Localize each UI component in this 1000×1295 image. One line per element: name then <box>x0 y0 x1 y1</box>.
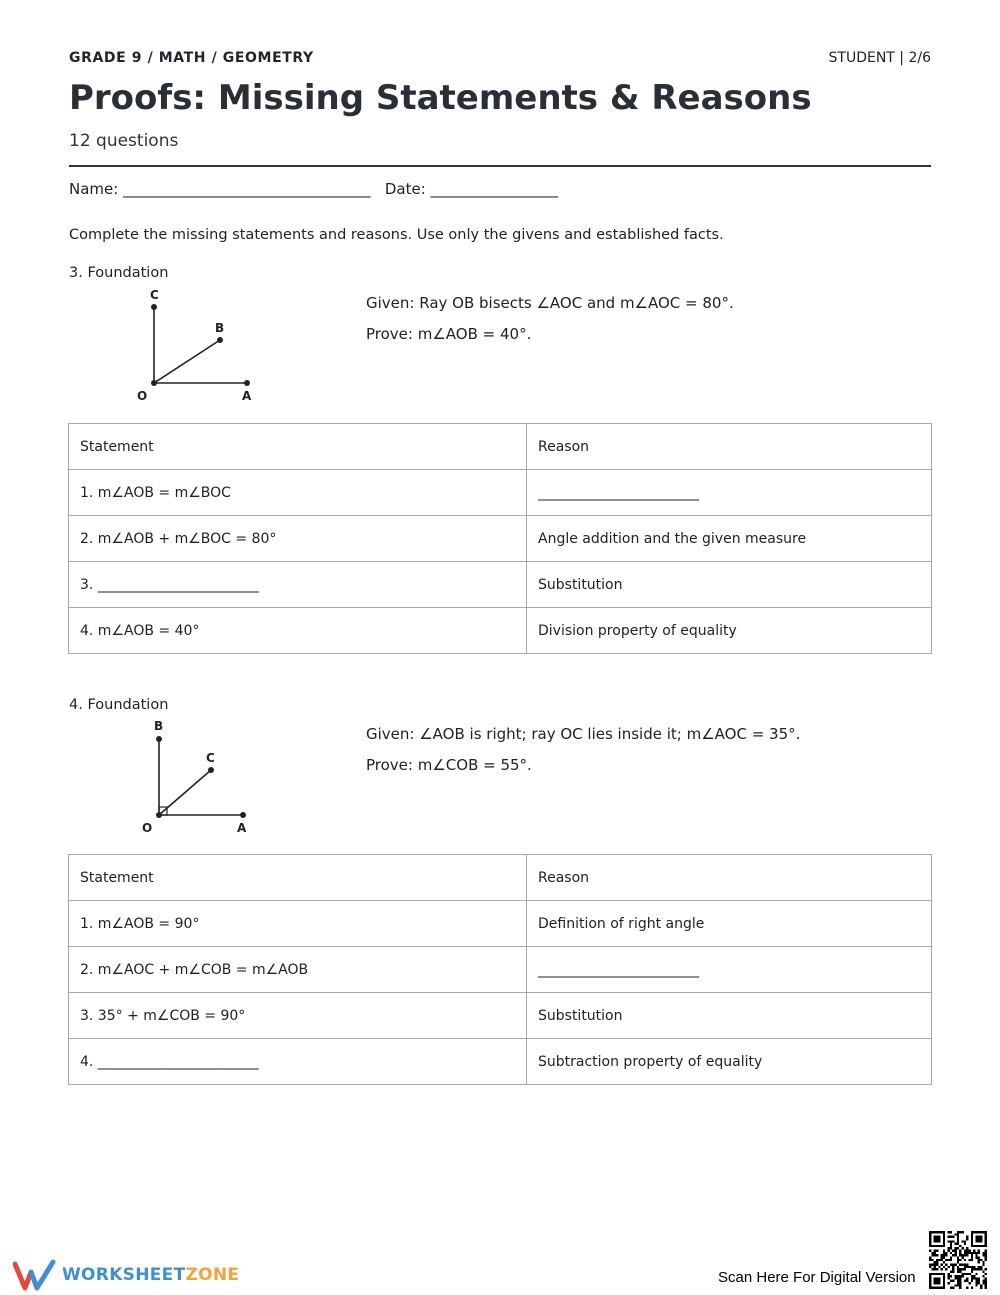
page-title: Proofs: Missing Statements & Reasons <box>69 78 812 118</box>
table-row <box>69 608 932 654</box>
reason-cell: Definition of right angle <box>527 901 932 947</box>
reason-cell: Substitution <box>527 993 932 1039</box>
table-header-row <box>69 424 932 470</box>
statement-blank[interactable]: 3. _______________________ <box>69 562 527 608</box>
label-b: B <box>215 321 225 335</box>
question-3-prove: Prove: m∠AOB = 40°. <box>366 325 532 343</box>
statement-cell: 2. m∠AOC + m∠COB = m∠AOB <box>69 947 527 993</box>
brand-part-1: WORKSHEET <box>62 1265 186 1285</box>
question-4-angle-diagram <box>69 715 289 840</box>
point-c <box>151 304 157 310</box>
table-row <box>69 901 932 947</box>
table-row <box>69 947 932 993</box>
statement-header: Statement <box>69 424 527 470</box>
brand-part-2: ZONE <box>185 1265 240 1285</box>
question-3-given: Given: Ray OB bisects ∠AOC and m∠AOC = 80°. <box>366 294 734 312</box>
reason-header: Reason <box>527 855 932 901</box>
name-date-line: Name: _________________________________ Date: _________________ <box>69 180 559 198</box>
question-3-angle-diagram <box>69 285 289 410</box>
point-b <box>217 337 223 343</box>
question-3-proof-table <box>68 423 932 654</box>
statement-cell: 3. 35° + m∠COB = 90° <box>69 993 527 1039</box>
table-row <box>69 470 932 516</box>
header-divider <box>69 165 931 167</box>
reason-cell: Subtraction property of equality <box>527 1039 932 1085</box>
table-row <box>69 993 932 1039</box>
statement-cell: 1. m∠AOB = m∠BOC <box>69 470 527 516</box>
reason-blank[interactable]: _______________________ <box>527 470 932 516</box>
course-breadcrumb: GRADE 9 / MATH / GEOMETRY <box>69 50 314 66</box>
table-row <box>69 1039 932 1085</box>
qr-code-icon[interactable] <box>929 1231 987 1289</box>
label-a: A <box>242 389 252 403</box>
page-header <box>69 50 931 70</box>
reason-cell: Division property of equality <box>527 608 932 654</box>
question-4-proof-table <box>68 854 932 1085</box>
table-row <box>69 516 932 562</box>
statement-cell: 4. m∠AOB = 40° <box>69 608 527 654</box>
statement-header: Statement <box>69 855 527 901</box>
point-a <box>244 380 250 386</box>
label-o: O <box>142 821 153 835</box>
scan-caption: Scan Here For Digital Version <box>718 1269 916 1286</box>
label-c: C <box>206 751 215 765</box>
question-4-prove: Prove: m∠COB = 55°. <box>366 756 532 774</box>
reason-header: Reason <box>527 424 932 470</box>
table-row <box>69 562 932 608</box>
question-4-given: Given: ∠AOB is right; ray OC lies inside it; m∠AOC = 35°. <box>366 725 801 743</box>
label-a: A <box>237 821 247 835</box>
reason-cell: Substitution <box>527 562 932 608</box>
statement-blank[interactable]: 4. _______________________ <box>69 1039 527 1085</box>
point-o <box>156 812 162 818</box>
student-page-indicator: STUDENT | 2/6 <box>828 50 931 66</box>
ray-ob <box>154 340 220 383</box>
point-o <box>151 380 157 386</box>
brand-logo-text <box>62 1265 239 1285</box>
table-header-row <box>69 855 932 901</box>
reason-cell: Angle addition and the given measure <box>527 516 932 562</box>
point-b <box>156 736 162 742</box>
statement-cell: 1. m∠AOB = 90° <box>69 901 527 947</box>
point-c <box>208 767 214 773</box>
label-o: O <box>137 389 148 403</box>
reason-blank[interactable]: _______________________ <box>527 947 932 993</box>
label-c: C <box>150 288 159 302</box>
point-a <box>240 812 246 818</box>
label-b: B <box>154 719 164 733</box>
worksheetzone-logo-icon <box>13 1258 57 1292</box>
instructions: Complete the missing statements and reasons. Use only the givens and established facts. <box>69 227 724 243</box>
question-3-label: 3. Foundation <box>69 265 169 281</box>
statement-cell: 2. m∠AOB + m∠BOC = 80° <box>69 516 527 562</box>
question-4-label: 4. Foundation <box>69 697 169 713</box>
question-count: 12 questions <box>69 131 179 151</box>
